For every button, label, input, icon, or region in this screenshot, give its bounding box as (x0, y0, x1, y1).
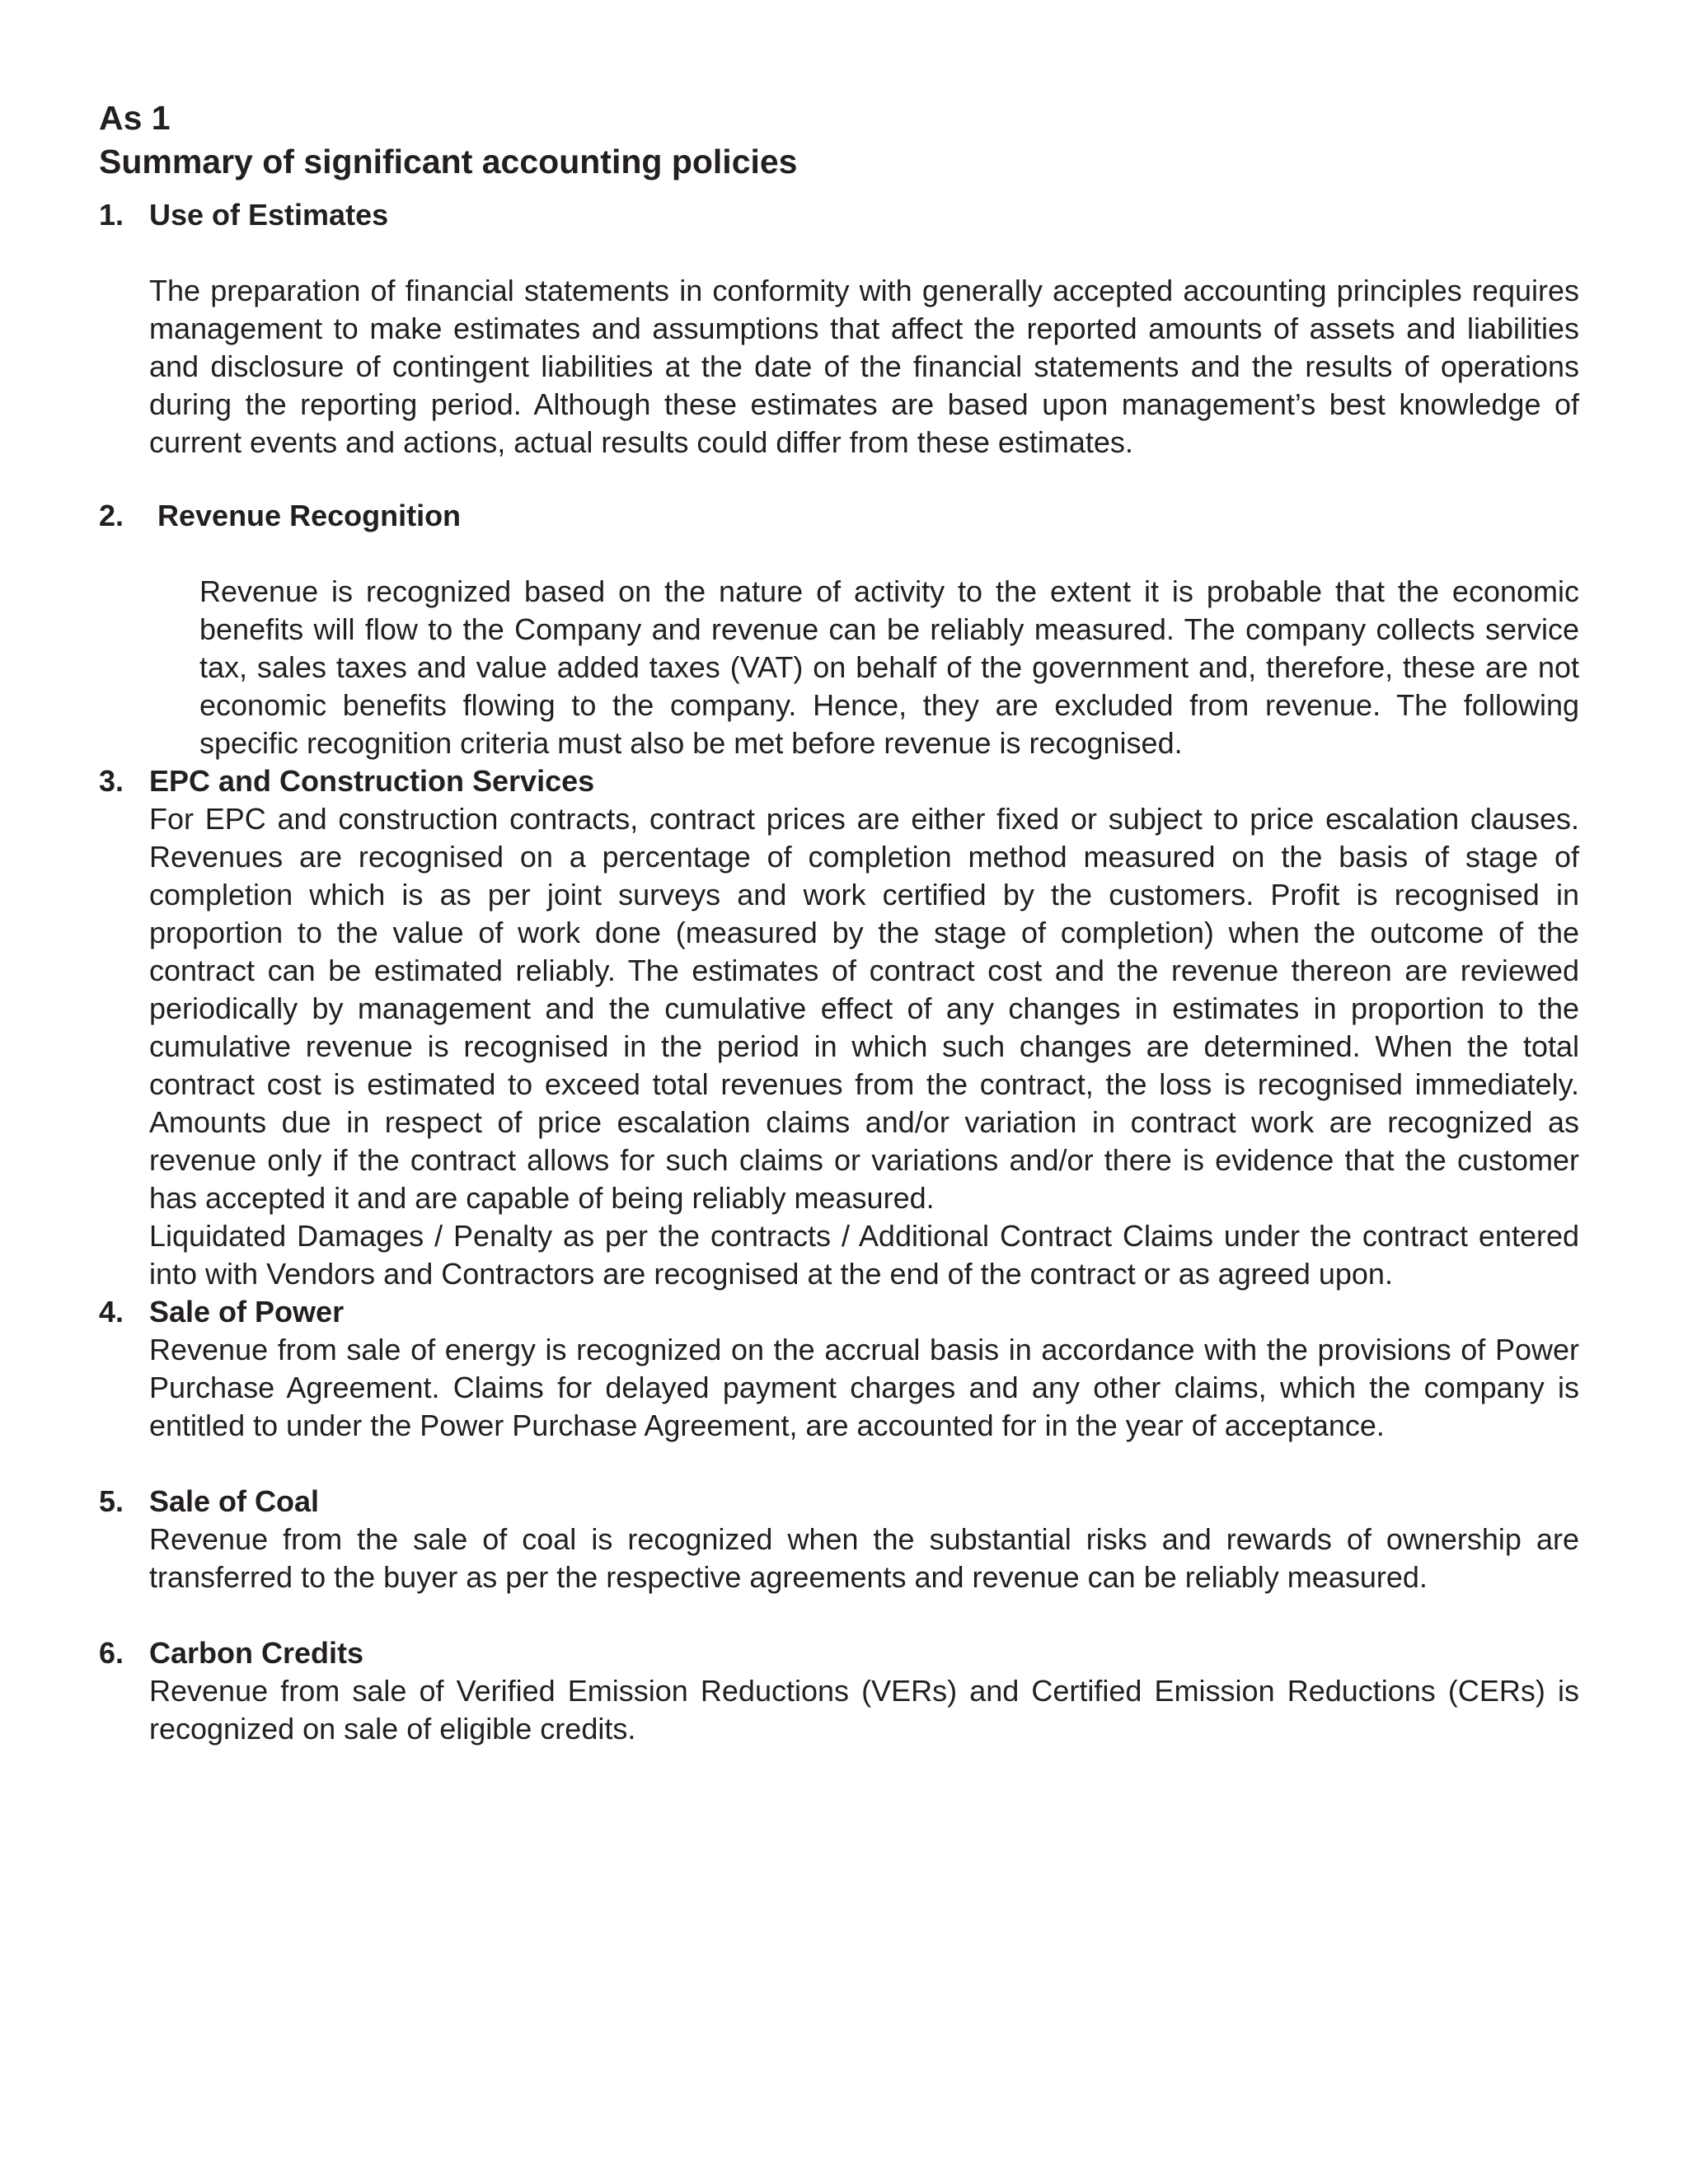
section-body: Revenue from the sale of coal is recognized when the substantial risks and rewards of ownership are transferred to the buyer as per the respective agreements and revenue can be reliably measured. (149, 1522, 1579, 1594)
section-body: Revenue from sale of energy is recognized on the accrual basis in accordance with the provisions of Power Purchase Agreement. Claims for delayed payment charges and any other claims, which the company is entitled to under the Power Purchase Agreement, are accounted for in the year of acceptance. (149, 1333, 1579, 1442)
section-carbon-credits (99, 1634, 1579, 1748)
document-page (99, 97, 1579, 1748)
section-body: Revenue is recognized based on the nature of activity to the extent it is probable that the economic benefits will flow to the Company and revenue can be reliably measured. The company collects service tax, sales taxes and value added taxes (VAT) on behalf of the government and, therefore, these are not economic benefits flowing to the company. Hence, they are excluded from revenue. The following specific recognition criteria must also be met before revenue is recognised. (199, 574, 1579, 760)
section-title: Sale of Power (149, 1295, 345, 1329)
section-body: Revenue from sale of Verified Emission Reductions (VERs) and Certified Emission Reductions (CERs) is recognized on sale of eligible credits. (149, 1674, 1579, 1746)
section-sale-of-coal (99, 1483, 1579, 1596)
section-body: For EPC and construction contracts, contract prices are either fixed or subject to price escalation clauses. Revenues are recognised on a percentage of completion method measured on the basis of stage of completion which is as per joint surveys and work certified by the customers. Profit is recognised in proportion to the value of work done (measured by the stage of completion) when the outcome of the contract can be estimated reliably. The estimates of contract cost and the revenue thereon are reviewed periodically by management and the cumulative effect of any changes in estimates in proportion to the cumulative revenue is recognised in the period in which such changes are determined. When the total contract cost is estimated to exceed total revenues from the contract, the loss is recognised immediately. Amounts due in respect of price escalation claims and/or variation in contract work are recognized as revenue only if the contract allows for such claims or variations and/or there is evidence that the customer has accepted it and are capable of being reliably measured. (149, 802, 1579, 1215)
section-title: Use of Estimates (149, 198, 389, 232)
section-heading (99, 497, 1579, 535)
section-heading (99, 196, 1579, 234)
section-heading (99, 762, 1579, 800)
section-title: EPC and Construction Services (149, 764, 595, 798)
section-sale-of-power (99, 1293, 1579, 1445)
section-number: 1. (99, 198, 124, 232)
section-heading (99, 1293, 1579, 1331)
section-number: 6. (99, 1636, 124, 1670)
section-epc-construction (99, 762, 1579, 1293)
section-number: 4. (99, 1295, 124, 1329)
section-revenue-recognition (99, 497, 1579, 762)
section-heading (99, 1483, 1579, 1521)
section-number: 2. (99, 499, 124, 532)
section-heading (99, 1634, 1579, 1672)
section-body: The preparation of financial statements in conformity with generally accepted accounting principles requires management to make estimates and assumptions that affect the reported amounts of assets and liabilities and disclosure of contingent liabilities at the date of the financial statements and the results of operations during the reporting period. Although these estimates are based upon management’s best knowledge of current events and actions, actual results could differ from these estimates. (149, 274, 1579, 459)
document-title-line1: As 1 (99, 99, 171, 137)
section-title: Sale of Coal (149, 1484, 320, 1518)
document-title-line2: Summary of significant accounting policies (99, 143, 798, 180)
section-body-continued: Liquidated Damages / Penalty as per the contracts / Additional Contract Claims under the contract entered into with Vendors and Contractors are recognised at the end of the contract or as agreed upon. (149, 1219, 1579, 1291)
section-number: 3. (99, 764, 124, 798)
section-use-of-estimates (99, 196, 1579, 462)
section-title: Carbon Credits (149, 1636, 364, 1670)
section-number: 5. (99, 1484, 124, 1518)
section-title: Revenue Recognition (157, 499, 462, 532)
